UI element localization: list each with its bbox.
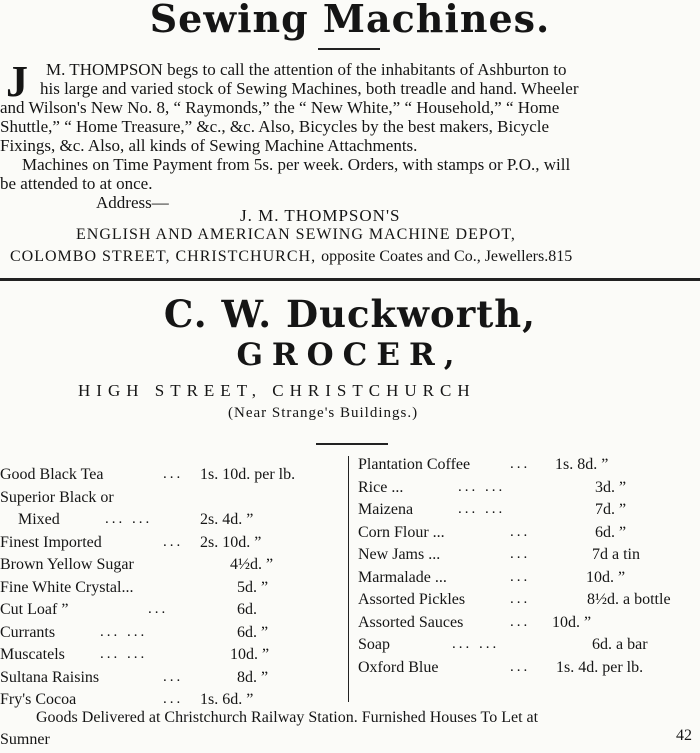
price-item-name: Plantation Coffee xyxy=(358,456,471,473)
price-item-leader: ... xyxy=(510,456,531,472)
price-item-name: Brown Yellow Sugar xyxy=(0,556,134,573)
price-item-price: 6d. xyxy=(237,601,257,618)
price-item-price: 1s. 8d. ” xyxy=(555,456,609,473)
price-item-name: Currants xyxy=(0,623,56,641)
price-item-price: 7d. ” xyxy=(595,501,627,518)
price-item-price: 1s. 6d. ” xyxy=(200,691,254,708)
price-item-name: Finest Imported xyxy=(0,533,102,551)
price-item-leader: ... ... xyxy=(100,623,148,640)
ad2-street: HIGH STREET, CHRISTCHURCH xyxy=(78,381,476,400)
ad1-street: COLOMBO STREET, CHRISTCHURCH, xyxy=(10,248,317,265)
ad1-street-line xyxy=(10,246,572,266)
price-item-name: Good Black Tea xyxy=(0,466,104,483)
ad2-title-rule xyxy=(316,443,388,445)
ad2-subtitle: GROCER, xyxy=(236,337,464,373)
price-item-leader: ... xyxy=(163,466,184,482)
price-item-price: 6d. ” xyxy=(595,523,627,541)
ad2-near: (Near Strange's Buildings.) xyxy=(228,405,419,421)
price-item-name: Superior Black or xyxy=(0,488,114,506)
price-item-leader: ... xyxy=(163,668,184,685)
price-item-price: 10d. ” xyxy=(552,613,592,631)
price-item-name: Oxford Blue xyxy=(358,658,439,676)
price-item-price: 5d. ” xyxy=(237,578,269,596)
price-item-name: Corn Flour ... xyxy=(358,523,445,541)
price-item-price: 1s. 4d. per lb. xyxy=(556,658,644,676)
price-item-leader: ... ... xyxy=(105,511,153,527)
price-item-name: Mixed xyxy=(18,511,60,528)
price-item-price: 4½d. ” xyxy=(230,556,274,573)
price-item-price: 8½d. a bottle xyxy=(587,591,671,608)
price-item-price: 3d. ” xyxy=(595,478,627,496)
price-item-price: 1s. 10d. per lb. xyxy=(200,466,296,483)
ad1-depot: ENGLISH AND AMERICAN SEWING MACHINE DEPOT, xyxy=(76,226,516,243)
ad2-title: C. W. Duckworth, xyxy=(163,292,537,336)
price-item-name: Marmalade ... xyxy=(358,568,447,586)
ad1-line-2: his large and varied stock of Sewing Machines, both treadle and hand. Wheeler xyxy=(40,79,579,98)
ad2-ref-no: 42 xyxy=(676,727,692,744)
ad2-footer-line-2: Sumner xyxy=(0,731,50,748)
price-item-leader: ... xyxy=(163,533,184,550)
price-item-price: 6d. ” xyxy=(237,623,269,641)
price-item-price: 2s. 10d. ” xyxy=(200,533,262,551)
price-item-name: Soap xyxy=(358,636,390,653)
price-item-name: Sultana Raisins xyxy=(0,668,100,686)
price-item-price: 2s. 4d. ” xyxy=(200,511,254,528)
price-item-leader: ... xyxy=(510,546,531,562)
price-item-name: New Jams ... xyxy=(358,546,441,563)
price-item-leader: ... xyxy=(510,591,531,607)
price-item-leader: ... ... xyxy=(452,636,500,652)
price-item-leader: ... ... xyxy=(458,478,506,495)
column-divider xyxy=(348,456,349,702)
price-item-price: 10d. ” xyxy=(586,568,626,586)
price-item-name: Muscatels xyxy=(0,646,65,663)
price-item-leader: ... ... xyxy=(458,501,506,517)
ad1-ref-no: 815 xyxy=(548,248,573,265)
price-item-leader: ... xyxy=(148,601,169,617)
price-item-name: Assorted Pickles xyxy=(358,591,466,608)
price-item-leader: ... xyxy=(510,613,531,630)
price-item-leader: ... xyxy=(510,568,531,585)
price-item-leader: ... xyxy=(510,658,531,675)
price-item-name: Fry's Cocoa xyxy=(0,691,77,708)
ad1-address-name: J. M. THOMPSON'S xyxy=(240,206,401,225)
price-item-name: Rice ... xyxy=(358,478,404,496)
price-item-leader: ... ... xyxy=(100,646,148,662)
price-item-name: Maizena xyxy=(358,501,414,518)
price-item-leader: ... xyxy=(163,691,184,707)
price-item-name: Assorted Sauces xyxy=(358,613,464,631)
ad1-line-6: Machines on Time Payment from 5s. per week. Orders, with stamps or P.O., will xyxy=(22,155,571,174)
price-item-price: 8d. ” xyxy=(237,668,269,686)
ad1-drop-cap: J xyxy=(6,57,28,106)
ad1-line-7: be attended to at once. xyxy=(0,174,153,193)
ad1-line-5: Fixings, &c. Also, all kinds of Sewing Machine Attachments. xyxy=(0,136,418,155)
ad1-street-rest: opposite Coates and Co., Jewellers. xyxy=(321,248,549,265)
price-item-leader: ... xyxy=(510,523,531,540)
ad1-line-3: and Wilson's New No. 8, “ Raymonds,” the “ New White,” “ Household,” “ Home xyxy=(0,98,560,117)
ad2-footer-line-1: Goods Delivered at Christchurch Railway Station. Furnished Houses To Let at xyxy=(36,709,539,726)
ad1-title: Sewing Machines. xyxy=(149,0,551,41)
ad-divider xyxy=(0,278,700,281)
ad1-line-1: M. THOMPSON begs to call the attention of the inhabitants of Ashburton to xyxy=(46,60,567,79)
ad1-title-rule xyxy=(318,48,380,50)
price-item-name: Cut Loaf ” xyxy=(0,601,69,618)
price-item-price: 7d a tin xyxy=(592,546,640,563)
ad1-address-label: Address— xyxy=(96,193,169,212)
ad1-line-4: Shuttle,” “ Home Treasure,” &c., &c. Also, Bicycles by the best makers, Bicycle xyxy=(0,117,550,136)
price-item-price: 6d. a bar xyxy=(592,636,648,653)
price-item-price: 10d. ” xyxy=(230,646,270,663)
price-item-name: Fine White Crystal... xyxy=(0,578,134,596)
